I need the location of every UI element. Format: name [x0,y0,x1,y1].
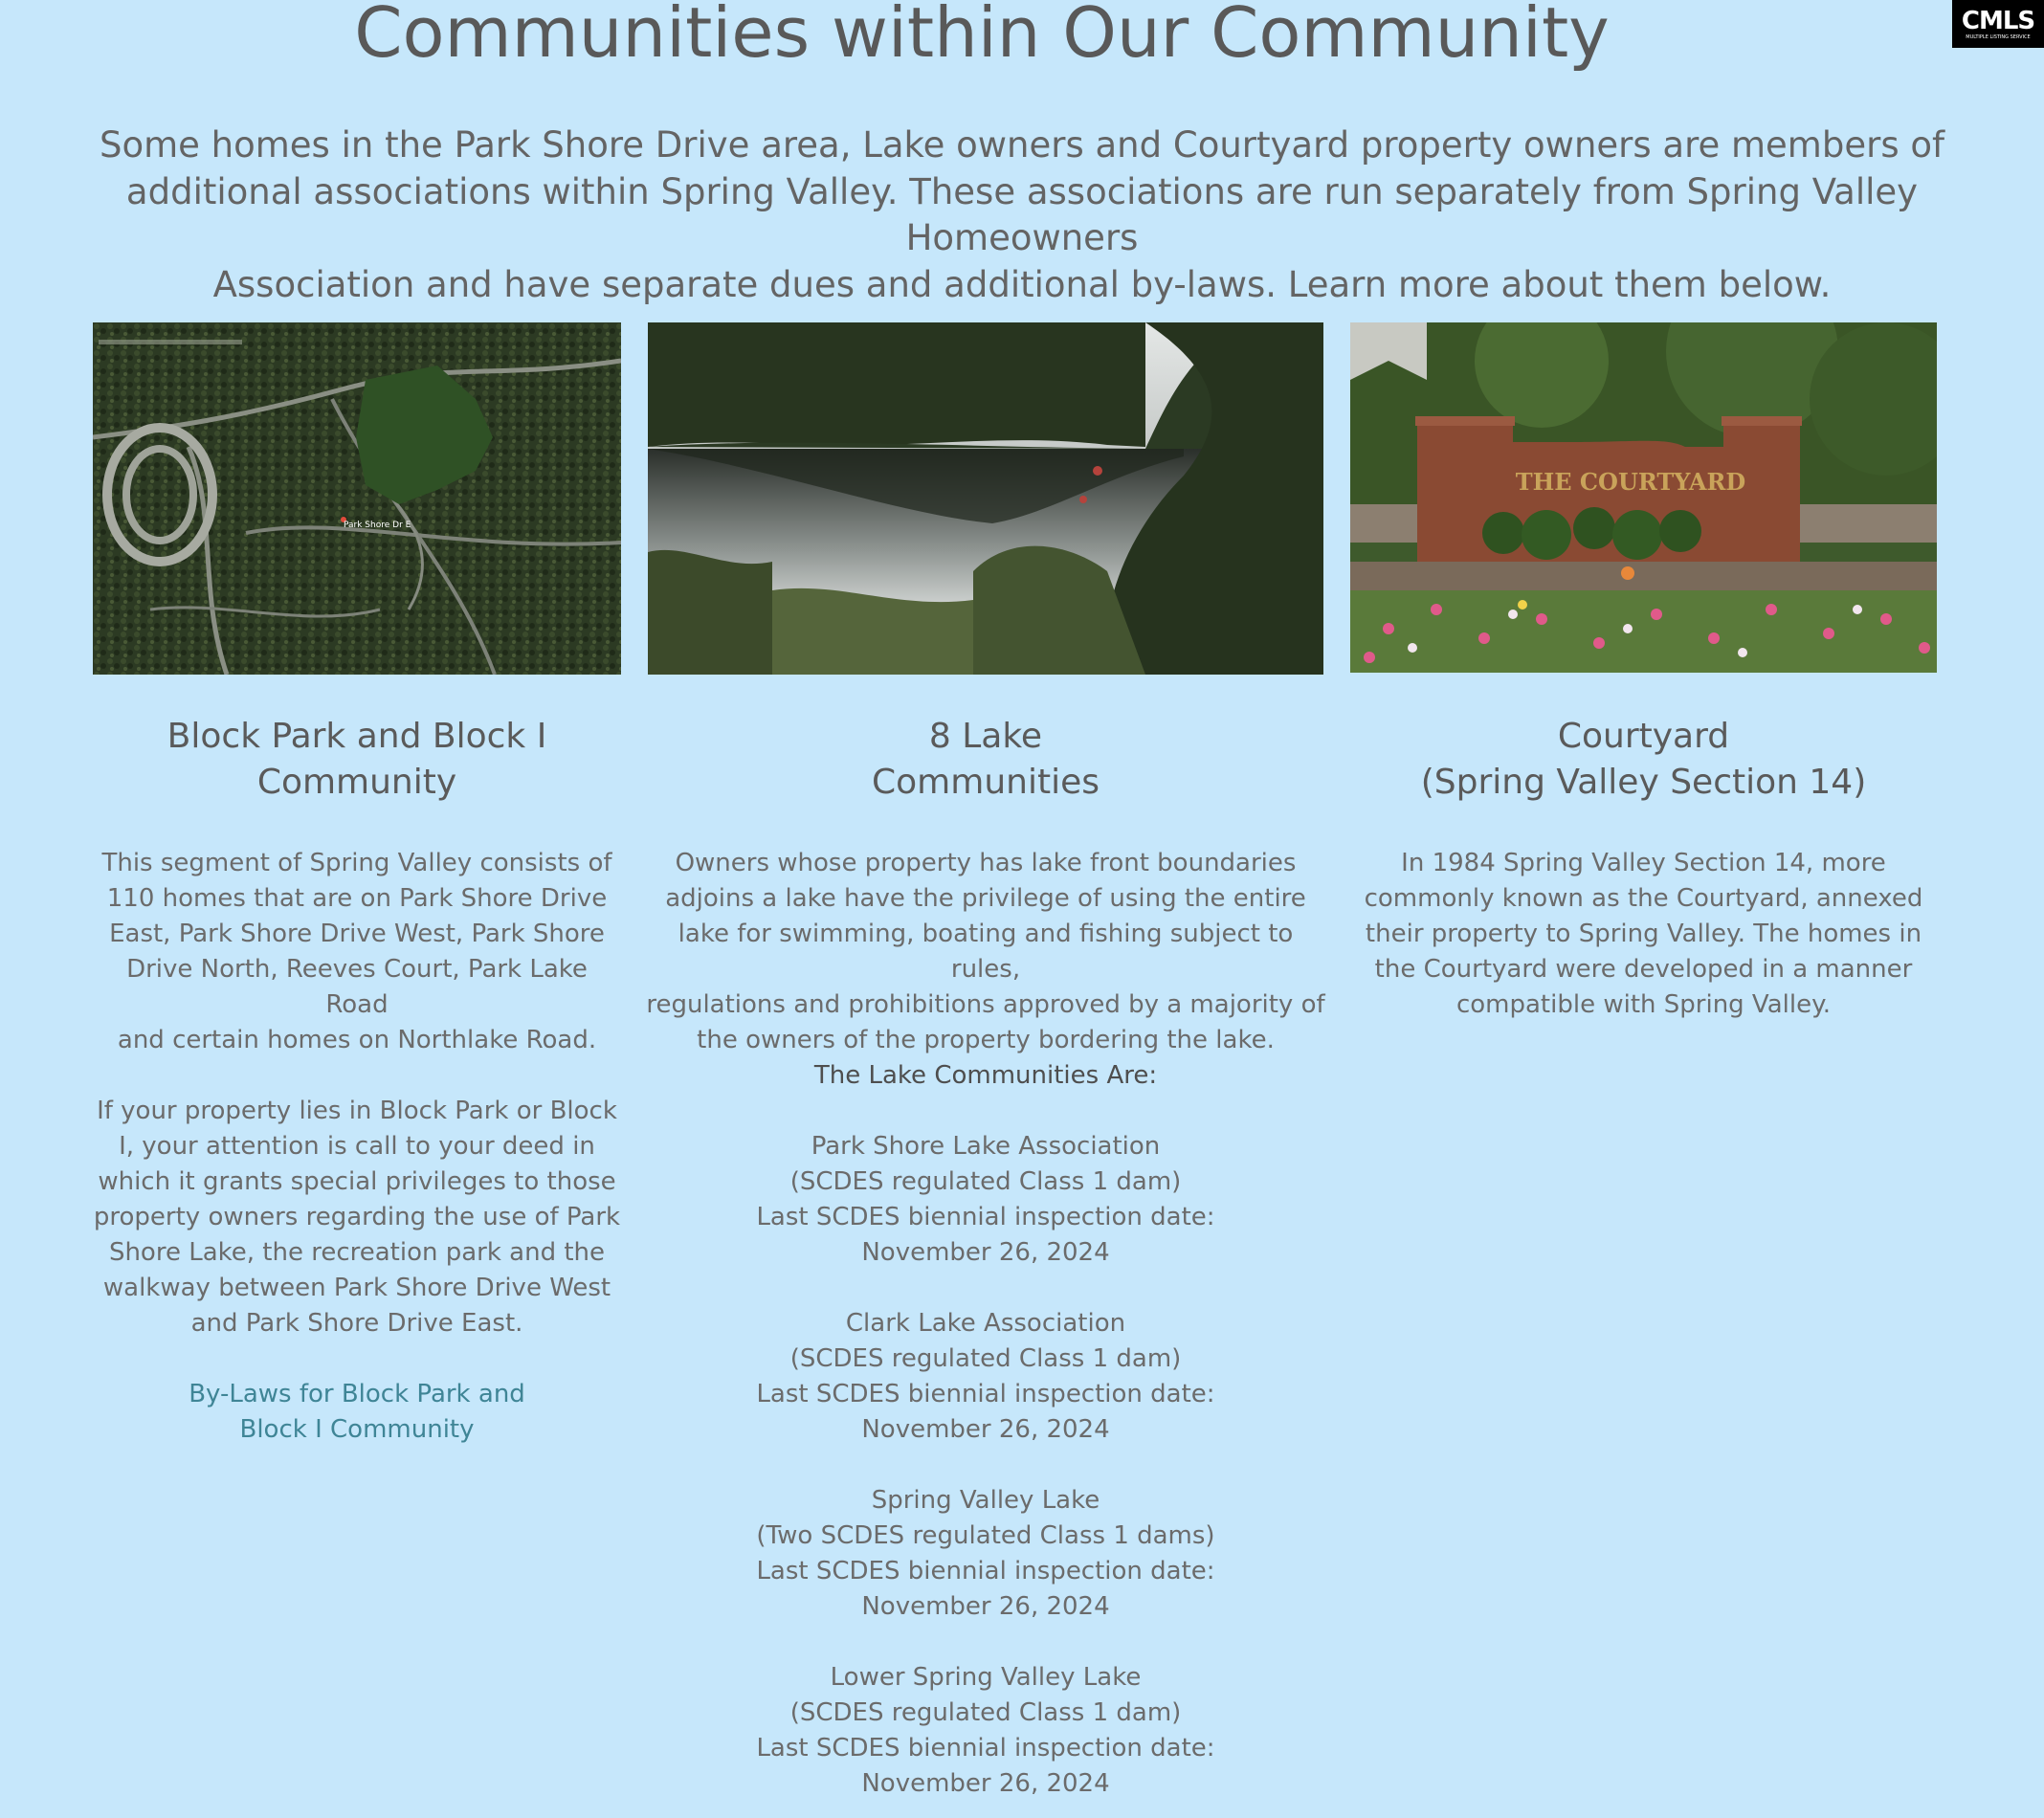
bylaws-link-container [93,1377,621,1448]
text-line: the Courtyard were developed in a manner [1374,955,1913,984]
association-dam: (SCDES regulated Class 1 dam) [789,1344,1182,1373]
text-line: adjoins a lake have the privilege of using the entire [665,884,1306,913]
text-line: and Park Shore Drive East. [190,1309,523,1338]
text-line: I, your attention is call to your deed in [119,1132,595,1161]
block-park-privileges [93,1094,621,1341]
page-title: Communities within Our Community [354,0,1610,73]
text-line: commonly known as the Courtyard, annexed [1364,884,1923,913]
logo-subtext: MULTIPLE LISTING SERVICE [1966,34,2031,40]
courtyard-sign-text: THE COURTYARD [1515,468,1746,496]
heading-line: Courtyard [1557,717,1730,756]
heading-line: Block Park and Block I [167,717,547,756]
lake-communities-heading [641,714,1330,806]
heading-line: 8 Lake [928,717,1043,756]
heading-line: (Spring Valley Section 14) [1420,763,1867,802]
association-dam: (Two SCDES regulated Class 1 dams) [756,1521,1215,1550]
inspection-date: November 26, 2024 [861,1238,1110,1267]
association-name: Clark Lake Association [845,1309,1126,1338]
heading-line: Communities [872,763,1100,802]
association-name: Spring Valley Lake [871,1486,1100,1515]
lake-description [641,846,1330,1058]
block-park-section [93,714,621,1448]
logo-text: CMLS [1961,7,2035,35]
text-line: regulations and prohibitions approved by a majority of [646,990,1325,1019]
bylaws-link[interactable] [93,1377,621,1448]
lake-association-item [641,1306,1330,1448]
lake-photo [648,322,1323,675]
lake-association-item [641,1660,1330,1802]
text-line: Drive North, Reeves Court, Park Lake Road [126,955,588,1019]
association-name: Park Shore Lake Association [811,1132,1161,1161]
text-line: and certain homes on Northlake Road. [117,1026,597,1054]
lake-communities-subheading: The Lake Communities Are: [813,1061,1158,1090]
courtyard-description [1350,846,1937,1023]
inspection-date: November 26, 2024 [861,1415,1110,1444]
inspection-date: November 26, 2024 [861,1769,1110,1798]
cmls-logo[interactable] [1952,0,2044,48]
association-dam: (SCDES regulated Class 1 dam) [789,1698,1182,1727]
text-line: If your property lies in Block Park or Block [97,1097,617,1125]
inspection-label: Last SCDES biennial inspection date: [756,1734,1215,1763]
block-park-description [93,846,621,1058]
intro-line: additional associations within Spring Valley. These associations are run separately from Spring Valley Homeowners [125,170,1919,258]
lake-communities-section [641,714,1330,1802]
text-line: their property to Spring Valley. The homes in [1365,920,1922,948]
text-line: walkway between Park Shore Drive West [102,1274,611,1302]
association-name: Lower Spring Valley Lake [830,1663,1142,1692]
text-line: which it grants special privileges to those [98,1167,616,1196]
link-line: By-Laws for Block Park and [189,1380,525,1408]
text-line: East, Park Shore Drive West, Park Shore [109,920,605,948]
courtyard-section [1350,714,1937,1023]
lake-association-item [641,1483,1330,1625]
text-line: compatible with Spring Valley. [1455,990,1832,1019]
courtyard-heading [1350,714,1937,806]
inspection-date: November 26, 2024 [861,1592,1110,1621]
text-line: lake for swimming, boating and fishing subject to rules, [678,920,1294,984]
intro-line: Association and have separate dues and additional by-laws. Learn more about them below. [212,263,1832,305]
text-line: 110 homes that are on Park Shore Drive [106,884,608,913]
inspection-label: Last SCDES biennial inspection date: [756,1380,1215,1408]
text-line: This segment of Spring Valley consists of [101,849,612,877]
text-line: the owners of the property bordering the lake. [697,1026,1275,1054]
inspection-label: Last SCDES biennial inspection date: [756,1557,1215,1585]
text-line: property owners regarding the use of Park [93,1203,621,1231]
map-label: Park Shore Dr E [344,521,411,530]
intro-text [67,122,1977,308]
heading-line: Community [256,763,457,802]
block-park-heading [93,714,621,806]
intro-line: Some homes in the Park Shore Drive area, Lake owners and Courtyard property owners are members of [99,124,1945,166]
link-line: Block I Community [239,1415,475,1444]
association-dam: (SCDES regulated Class 1 dam) [789,1167,1182,1196]
inspection-label: Last SCDES biennial inspection date: [756,1203,1215,1231]
text-line: Shore Lake, the recreation park and the [108,1238,606,1267]
aerial-map-photo [93,322,621,675]
text-line: Owners whose property has lake front boundaries [675,849,1297,877]
text-line: In 1984 Spring Valley Section 14, more [1401,849,1886,877]
courtyard-sign-photo [1350,322,1937,673]
lake-association-item [641,1129,1330,1271]
